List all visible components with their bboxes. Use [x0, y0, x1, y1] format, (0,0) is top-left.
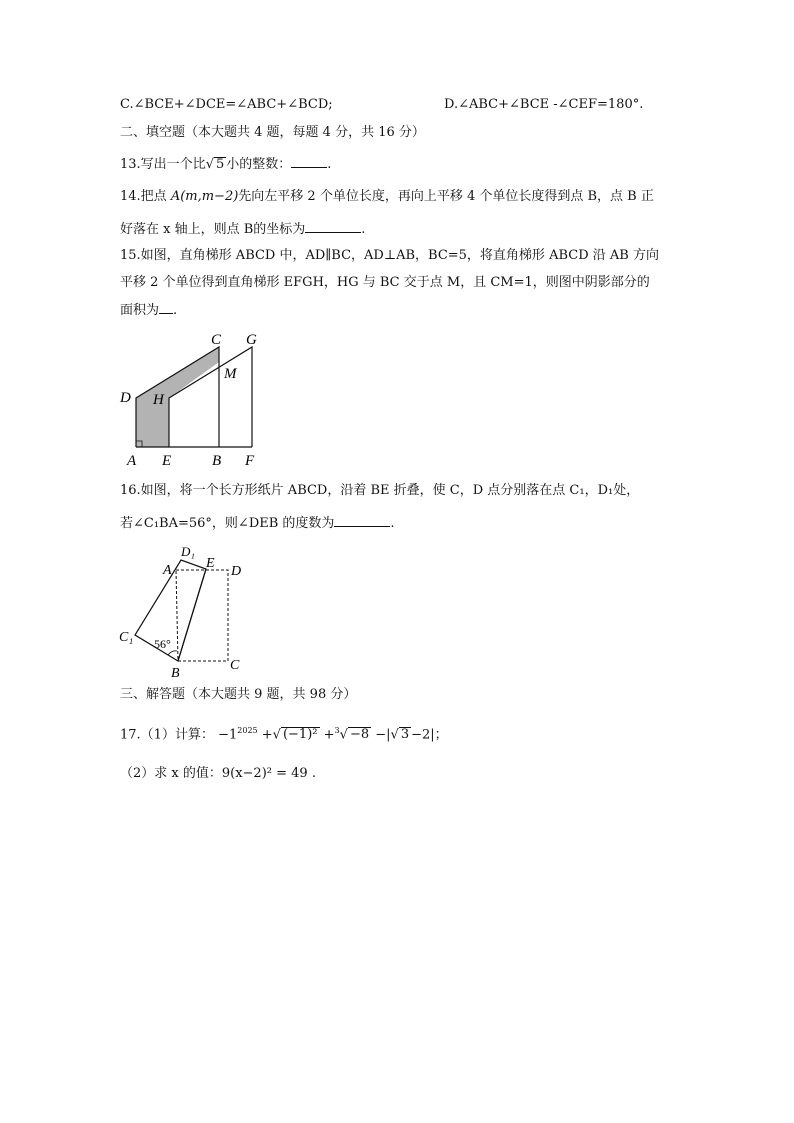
abs-open: −|	[375, 727, 391, 743]
trapezoid-figure	[110, 322, 270, 472]
label-c: C	[211, 332, 222, 348]
q13-end: .	[327, 157, 332, 172]
q17-label: 17.（1）计算：	[120, 727, 214, 743]
answer-blank[interactable]	[305, 220, 361, 233]
label-b: B	[212, 453, 222, 469]
crease-be	[178, 569, 206, 661]
plus-sign: +	[323, 727, 335, 743]
label-a: A	[127, 453, 137, 469]
plus-sign: +	[261, 727, 273, 743]
point-a: A(m,m−2)	[170, 189, 239, 204]
option-c: C.∠BCE+∠DCE=∠ABC+∠BCD;	[120, 97, 333, 112]
answer-blank[interactable]	[334, 514, 390, 527]
fold-figure	[112, 540, 252, 680]
shaded-region	[136, 347, 219, 447]
question-13	[120, 155, 331, 174]
question-17-part-1	[120, 722, 448, 744]
sqrt-symbol: √	[272, 727, 281, 743]
cbrt-radicand: −8	[349, 727, 370, 743]
section-heading: 三、解答题（本大题共 9 题，共 98 分）	[120, 687, 357, 702]
label-f: F	[245, 453, 255, 469]
angle-arc	[168, 651, 177, 655]
label-b: B	[171, 666, 180, 680]
sqrt-radicand: (−1)²	[282, 727, 318, 743]
label-e: E	[206, 556, 215, 571]
label-c1: C₁	[119, 630, 134, 645]
root-index: 3	[334, 726, 340, 735]
sqrt-radicand: 3	[400, 727, 410, 743]
q13-prefix: 13.写出一个比	[120, 157, 206, 172]
sqrt-symbol: √	[205, 157, 214, 172]
label-g: G	[246, 332, 257, 348]
label-a: A	[163, 563, 172, 578]
sqrt-symbol: √	[339, 727, 348, 743]
expr-term: −1	[218, 727, 238, 743]
q13-suffix: 小的整数：	[226, 157, 292, 172]
q14-end: .	[361, 222, 366, 237]
question-17-part-2: （2）求 x 的值：9(x−2)² = 49 .	[120, 766, 316, 781]
sqrt-symbol: √	[390, 727, 399, 743]
answer-blank[interactable]	[291, 155, 327, 168]
q13-radicand: 5	[215, 157, 225, 172]
label-c: C	[230, 658, 240, 673]
exponent: 2025	[237, 726, 258, 735]
question-16-line-2	[120, 514, 395, 533]
label-angle: 56°	[154, 637, 171, 651]
answer-blank[interactable]	[159, 301, 173, 314]
q15-text: 面积为	[120, 303, 160, 318]
q15-end: .	[173, 303, 178, 318]
section-heading: 二、填空题（本大题共 4 题，每题 4 分，共 16 分）	[120, 125, 425, 140]
option-d: D.∠ABC+∠BCE -∠CEF=180°.	[444, 97, 644, 112]
question-14-line-2	[120, 220, 365, 239]
question-15-line-1: 15.如图，直角梯形 ABCD 中，AD∥BC，AD⊥AB，BC=5，将直角梯形 ABCD 沿 AB 方向	[120, 248, 659, 263]
q16-text: 若∠C₁BA=56°，则∠DEB 的度数为	[120, 516, 335, 531]
q14-text-a: 14.把点	[120, 189, 171, 204]
label-h: H	[153, 392, 164, 408]
label-d: D	[120, 390, 131, 406]
question-15-line-2: 平移 2 个单位得到直角梯形 EFGH，HG 与 BC 交于点 M，且 CM=1，则图中阴影部分的	[120, 275, 650, 290]
label-m: M	[224, 366, 237, 382]
question-14-line-1	[120, 188, 654, 206]
question-15-line-3	[120, 301, 177, 320]
label-e: E	[162, 453, 172, 469]
label-d1: D₁	[181, 544, 195, 559]
q16-end: .	[390, 516, 395, 531]
abs-close: −2|；	[411, 727, 448, 743]
label-d: D	[231, 564, 242, 579]
question-16-line-1: 16.如图，将一个长方形纸片 ABCD，沿着 BE 折叠，使 C，D 点分别落在点 C₁，D₁处，	[120, 483, 640, 498]
q14-text-c: 好落在 x 轴上，则点 B的坐标为	[120, 222, 306, 237]
q14-text-b: 先向左平移 2 个单位长度，再向上平移 4 个单位长度得到点 B，点 B 正	[238, 189, 654, 204]
